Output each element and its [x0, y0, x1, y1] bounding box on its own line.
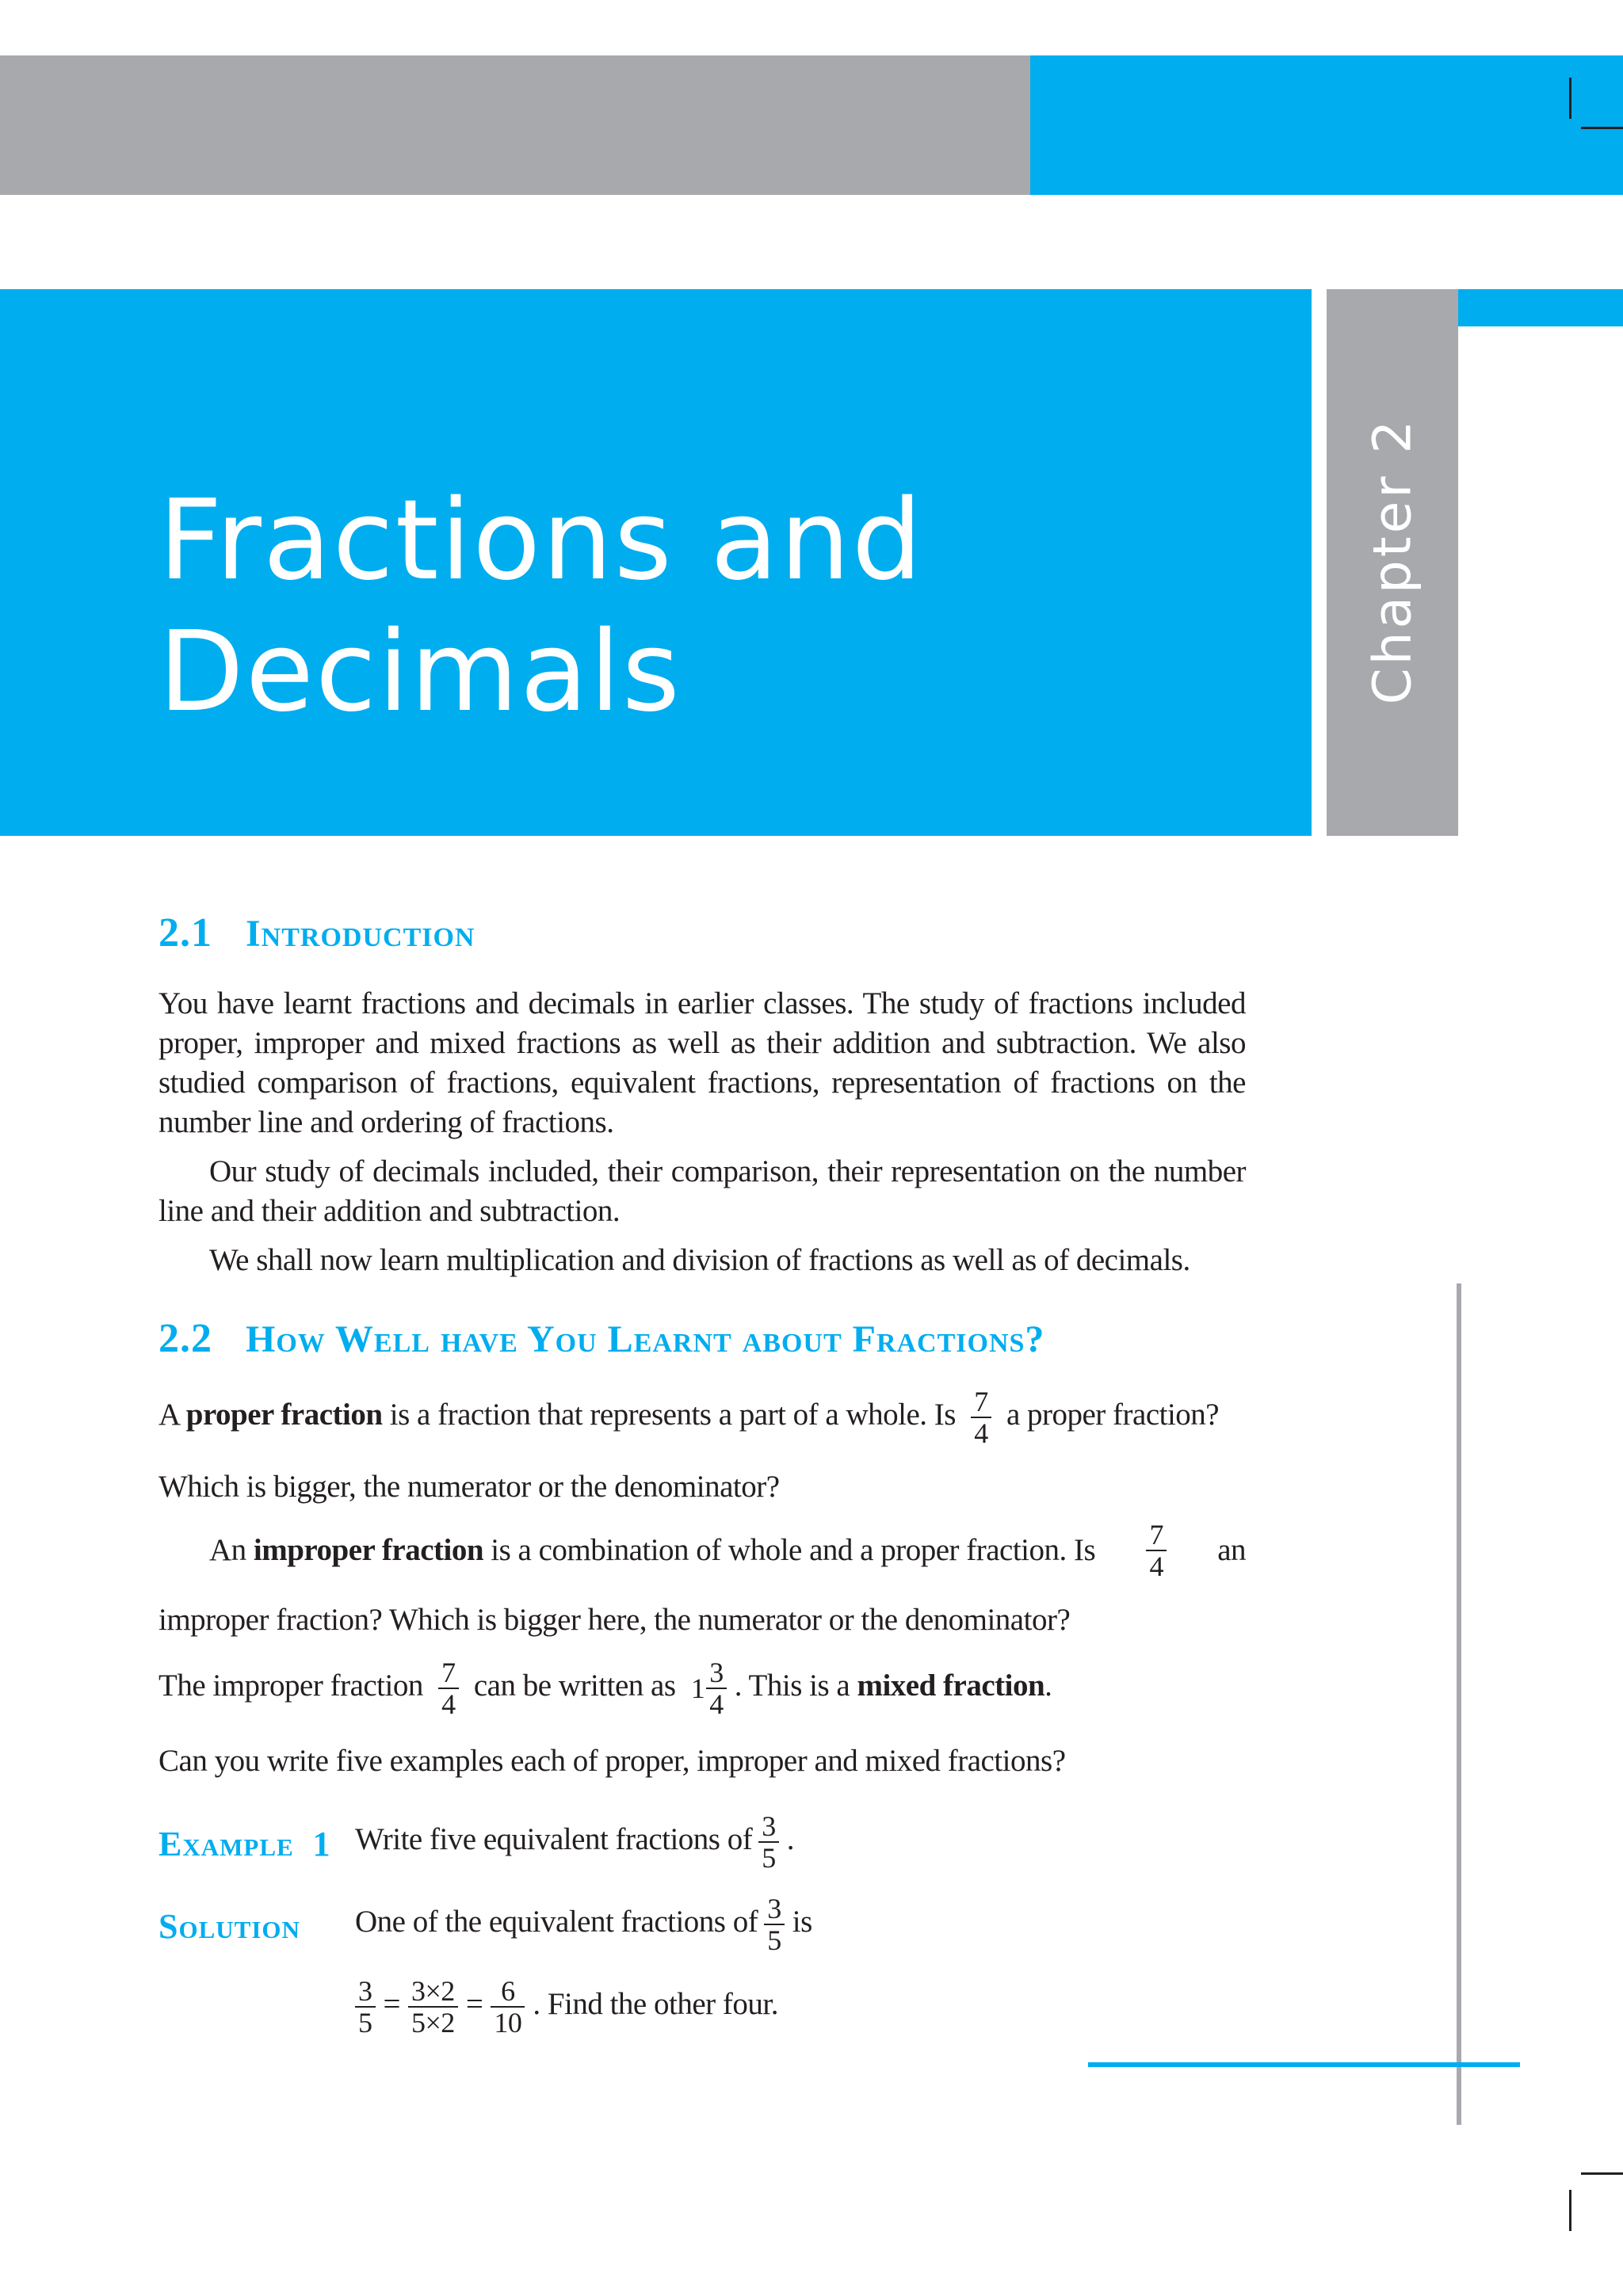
chapter-title	[158, 475, 924, 738]
fraction-three-fourths	[706, 1657, 727, 1719]
improper-fraction-text	[209, 1531, 1095, 1570]
chapter-title-line-1: Fractions and	[158, 476, 924, 605]
fraction-seven-fourths	[438, 1657, 459, 1719]
numerator: 3	[355, 1976, 376, 2008]
text-run: can be written as	[473, 1668, 676, 1703]
solution-text	[355, 1894, 812, 1955]
numerator: 3×2	[408, 1976, 458, 2008]
section-2-1-heading	[158, 910, 475, 956]
solution-equation	[355, 1976, 778, 2038]
section-2-2-heading	[158, 1315, 1044, 1362]
text-run: is a combination of whole and a proper fraction. Is	[483, 1533, 1096, 1567]
term-proper-fraction: proper fraction	[185, 1397, 383, 1432]
text-run: is a fraction that represents a part of a whole. Is	[382, 1397, 956, 1432]
fraction-seven-fourths	[1146, 1520, 1167, 1581]
intro-paragraph-1: You have learnt fractions and decimals in earlier classes. The study of fractions included proper, improper and mixed fractions as well as their addition and subtraction. We also studied comparison of fractions, equivalent fractions, representation of fractions on the number line and ordering of fractions.	[158, 986, 1246, 1139]
text-run: is	[792, 1904, 812, 1939]
margin-vertical-rule	[1457, 1283, 1461, 2125]
crop-mark-bottom-horizontal	[1581, 2172, 1623, 2175]
section-title: How Well have You Learnt about Fractions?	[246, 1318, 1045, 1360]
denominator: 4	[441, 1688, 456, 1720]
fraction-six-tenths	[491, 1976, 525, 2038]
denominator: 5	[762, 1842, 776, 1874]
text-run: an	[1217, 1533, 1246, 1567]
crop-mark-bottom-vertical	[1569, 2190, 1571, 2231]
example-1-label	[158, 1824, 331, 1864]
text-run: Write five equivalent fractions of	[355, 1821, 753, 1856]
fraction-three-fifths	[758, 1811, 779, 1873]
chapter-title-line-2: Decimals	[158, 608, 682, 737]
text-run: .	[786, 1821, 794, 1856]
term-mixed-fraction: mixed fraction	[857, 1668, 1045, 1703]
denominator: 10	[494, 2007, 522, 2039]
header-band-blue	[1030, 55, 1623, 195]
crop-mark-top-vertical	[1569, 78, 1571, 119]
fraction-seven-fourths	[971, 1386, 991, 1448]
text-run: a proper fraction?	[1006, 1397, 1220, 1432]
improper-fraction-question	[209, 1520, 1246, 1581]
example-number: 1	[312, 1825, 331, 1863]
text-run: A	[158, 1397, 186, 1432]
fraction-three-fifths	[764, 1894, 785, 1955]
text-run: .	[1044, 1668, 1052, 1703]
section-title: Introduction	[246, 913, 475, 955]
numerator: 3	[706, 1657, 727, 1689]
header-band-grey	[0, 55, 1030, 195]
denominator: 4	[974, 1417, 988, 1449]
proper-fraction-question-line-2: Which is bigger, the numerator or the denominator?	[158, 1470, 780, 1504]
proper-fraction-question	[158, 1386, 1219, 1448]
chapter-tab-label: Chapter 2	[1361, 417, 1423, 705]
denominator: 4	[1149, 1550, 1163, 1582]
numerator: 7	[1146, 1520, 1167, 1551]
crop-mark-top-horizontal	[1581, 127, 1623, 129]
equals-sign: =	[465, 1986, 483, 2021]
numerator: 3	[764, 1894, 785, 1925]
intro-paragraph-2: Our study of decimals included, their comparison, their representation on the number line and their addition and subtraction.	[158, 1154, 1246, 1228]
text-run: . This is a	[734, 1668, 857, 1703]
mixed-fraction-statement	[158, 1657, 1052, 1719]
solution-label: Solution	[158, 1907, 300, 1946]
denominator: 5	[767, 1924, 781, 1956]
fraction-three-times-two-over-five-times-two	[408, 1976, 458, 2038]
example-label-text: Example	[158, 1825, 294, 1863]
fraction-three-fifths	[355, 1976, 376, 2038]
examples-question: Can you write five examples each of proper, improper and mixed fractions?	[158, 1744, 1066, 1778]
numerator: 6	[491, 1976, 525, 2008]
denominator: 5×2	[411, 2007, 455, 2039]
numerator: 3	[758, 1811, 779, 1843]
text-run: . Find the other four.	[533, 1986, 778, 2021]
section-number: 2.1	[158, 910, 212, 955]
text-run: The improper fraction	[158, 1668, 423, 1703]
chapter-banner-strip	[1457, 289, 1623, 326]
text-run: An	[209, 1533, 254, 1567]
numerator: 7	[971, 1386, 991, 1418]
equals-sign: =	[383, 1986, 400, 2021]
example-1-text	[355, 1811, 794, 1873]
mixed-whole-number: 1	[690, 1672, 705, 1704]
improper-fraction-question-line-2: improper fraction? Which is bigger here, the numerator or the denominator?	[158, 1603, 1071, 1637]
numerator: 7	[438, 1657, 459, 1689]
denominator: 5	[358, 2007, 372, 2039]
denominator: 4	[709, 1688, 724, 1720]
term-improper-fraction: improper fraction	[253, 1533, 484, 1567]
intro-paragraph-3: We shall now learn multiplication and division of fractions as well as of decimals.	[209, 1243, 1190, 1277]
text-run: One of the equivalent fractions of	[355, 1904, 758, 1939]
margin-horizontal-rule	[1088, 2062, 1520, 2067]
section-number: 2.2	[158, 1316, 212, 1361]
